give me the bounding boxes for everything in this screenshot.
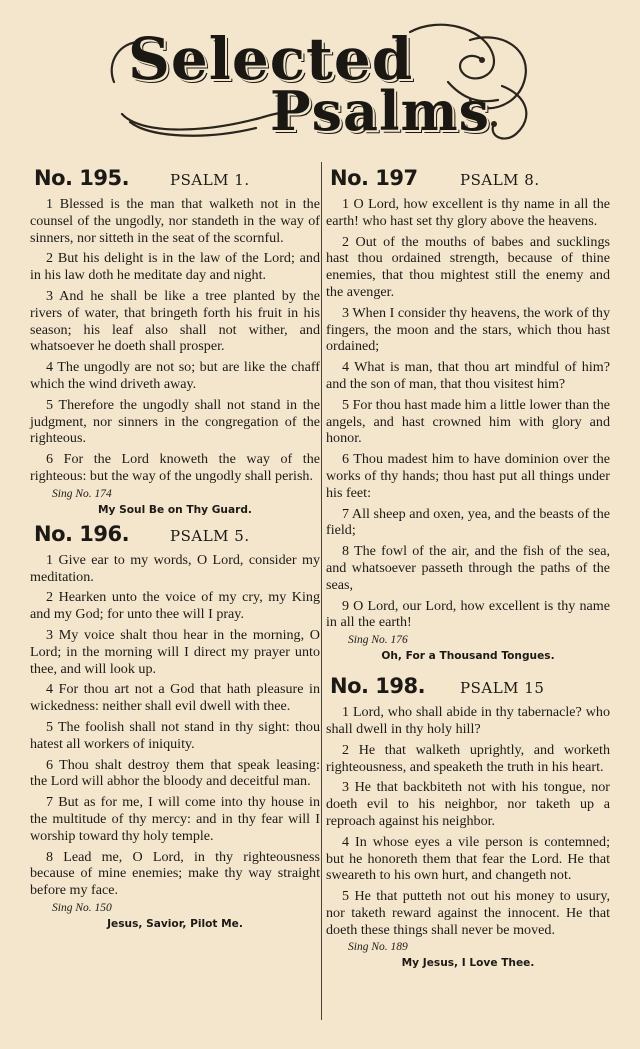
psalm-section bbox=[30, 522, 320, 936]
verse: 2 But his delight is in the law of the Lord; and in his law doth he meditate day and night. bbox=[30, 250, 320, 284]
verse: 3 My voice shalt thou hear in the morning, O Lord; in the morning will I direct my prayer unto thee, and will look up. bbox=[30, 626, 320, 677]
selected-psalms-banner bbox=[110, 22, 540, 144]
verse: 6 For the Lord knoweth the way of the righteous: but the way of the ungodly shall perish. bbox=[30, 451, 320, 484]
psalm-header bbox=[326, 166, 610, 196]
banner-title-psalms: Psalms bbox=[270, 79, 491, 143]
psalm-section bbox=[30, 166, 320, 522]
verse: 5 The foolish shall not stand in thy sight: thou hatest all workers of iniquity. bbox=[30, 718, 320, 752]
psalm-section bbox=[326, 166, 610, 668]
psalm-title: PSALM 5. bbox=[170, 526, 250, 545]
column-divider bbox=[321, 162, 322, 1020]
psalm-number: No. 196. bbox=[34, 521, 130, 546]
verse: 1 Blessed is the man that walketh not in the counsel of the ungodly, nor standeth in the way of sinners, nor sitteth in the seat of the scornful. bbox=[30, 196, 320, 246]
psalm-title: PSALM 15 bbox=[460, 679, 545, 698]
psalm-title: PSALM 8. bbox=[460, 171, 540, 189]
psalm-number: No. 198. bbox=[330, 674, 426, 699]
hymn-title: Jesus, Savior, Pilot Me. bbox=[107, 917, 243, 930]
verse: 6 Thou madest him to have dominion over the works of thy hands; thou hast put all things under his feet: bbox=[326, 451, 610, 501]
psalm-title: PSALM 1. bbox=[170, 171, 250, 189]
verse: 4 What is man, that thou art mindful of him? and the son of man, that thou visitest him? bbox=[326, 359, 610, 392]
verse: 4 For thou art not a God that hath pleasure in wickedness: neither shall evil dwell with thee. bbox=[30, 681, 320, 715]
verse: 5 Therefore the ungodly shall not stand in the judgment, nor sinners in the congregation of the righteous. bbox=[30, 396, 320, 447]
verse: 8 The fowl of the air, and the fish of the sea, and whatsoever passeth through the paths of the seas, bbox=[326, 543, 610, 593]
verse: 4 The ungodly are not so; but are like the chaff which the wind driveth away. bbox=[30, 359, 320, 392]
verse: 6 Thou shalt destroy them that speak leasing: the Lord will abhor the bloody and deceitful man. bbox=[30, 756, 320, 790]
psalm-section bbox=[326, 674, 610, 975]
verse: 5 He that putteth not out his money to usury, nor taketh reward against the innocent. He that doeth these things shall never be moved. bbox=[326, 888, 610, 938]
sing-number: Sing No. 150 bbox=[52, 901, 112, 914]
sing-number: Sing No. 189 bbox=[348, 941, 408, 954]
verse: 3 He that backbiteth not with his tongue, nor doeth evil to his neighbor, nor taketh up a reproach against his neighbor. bbox=[326, 779, 610, 829]
psalm-number: No. 195. bbox=[34, 166, 130, 190]
verse: 1 Give ear to my words, O Lord, consider my meditation. bbox=[30, 551, 320, 585]
right-column bbox=[326, 166, 610, 975]
verse: 4 In whose eyes a vile person is contemned; but he honoreth them that fear the Lord. He that sweareth to his own hurt, and changeth not. bbox=[326, 833, 610, 884]
left-column bbox=[30, 166, 320, 936]
psalm-number: No. 197 bbox=[330, 166, 418, 190]
verse: 9 O Lord, our Lord, how excellent is thy name in all the earth! bbox=[326, 597, 610, 631]
verse: 7 But as for me, I will come into thy house in the multitude of thy mercy: and in thy fear will I worship toward thy holy temple. bbox=[30, 794, 320, 844]
verse: 2 Hearken unto the voice of my cry, my King and my God; for unto thee will I pray. bbox=[30, 589, 320, 623]
sing-number: Sing No. 174 bbox=[52, 487, 112, 500]
sing-number: Sing No. 176 bbox=[348, 634, 408, 647]
psalm-header bbox=[30, 166, 320, 196]
banner-title-selected: Selected bbox=[128, 25, 414, 93]
psalm-header bbox=[326, 674, 610, 704]
verse: 2 Out of the mouths of babes and sucklings hast thou ordained strength, because of thine enemies, that thou mightest still the enemy and the avenger. bbox=[326, 233, 610, 300]
verse: 7 All sheep and oxen, yea, and the beasts of the field; bbox=[326, 505, 610, 539]
verse: 3 When I consider thy heavens, the work of thy fingers, the moon and the stars, which thou hast ordained; bbox=[326, 304, 610, 355]
verse: 5 For thou hast made him a little lower than the angels, and hast crowned him with glory and honor. bbox=[326, 396, 610, 447]
verse: 3 And he shall be like a tree planted by the rivers of water, that bringeth forth his fruit in his season; his leaf also shall not wither, and whatsoever he doeth shall prosper. bbox=[30, 287, 320, 355]
hymn-title: Oh, For a Thousand Tongues. bbox=[381, 650, 555, 663]
verse: 1 Lord, who shall abide in thy tabernacle? who shall dwell in thy holy hill? bbox=[326, 704, 610, 737]
verse: 8 Lead me, O Lord, in thy righteousness because of mine enemies; make thy way straight before my face. bbox=[30, 848, 320, 899]
psalm-header bbox=[30, 522, 320, 552]
verse: 1 O Lord, how excellent is thy name in all the earth! who hast set thy glory above the heavens. bbox=[326, 196, 610, 229]
hymn-title: My Soul Be on Thy Guard. bbox=[98, 503, 252, 516]
verse: 2 He that walketh uprightly, and worketh righteousness, and speaketh the truth in his heart. bbox=[326, 741, 610, 775]
hymn-title: My Jesus, I Love Thee. bbox=[401, 957, 535, 970]
